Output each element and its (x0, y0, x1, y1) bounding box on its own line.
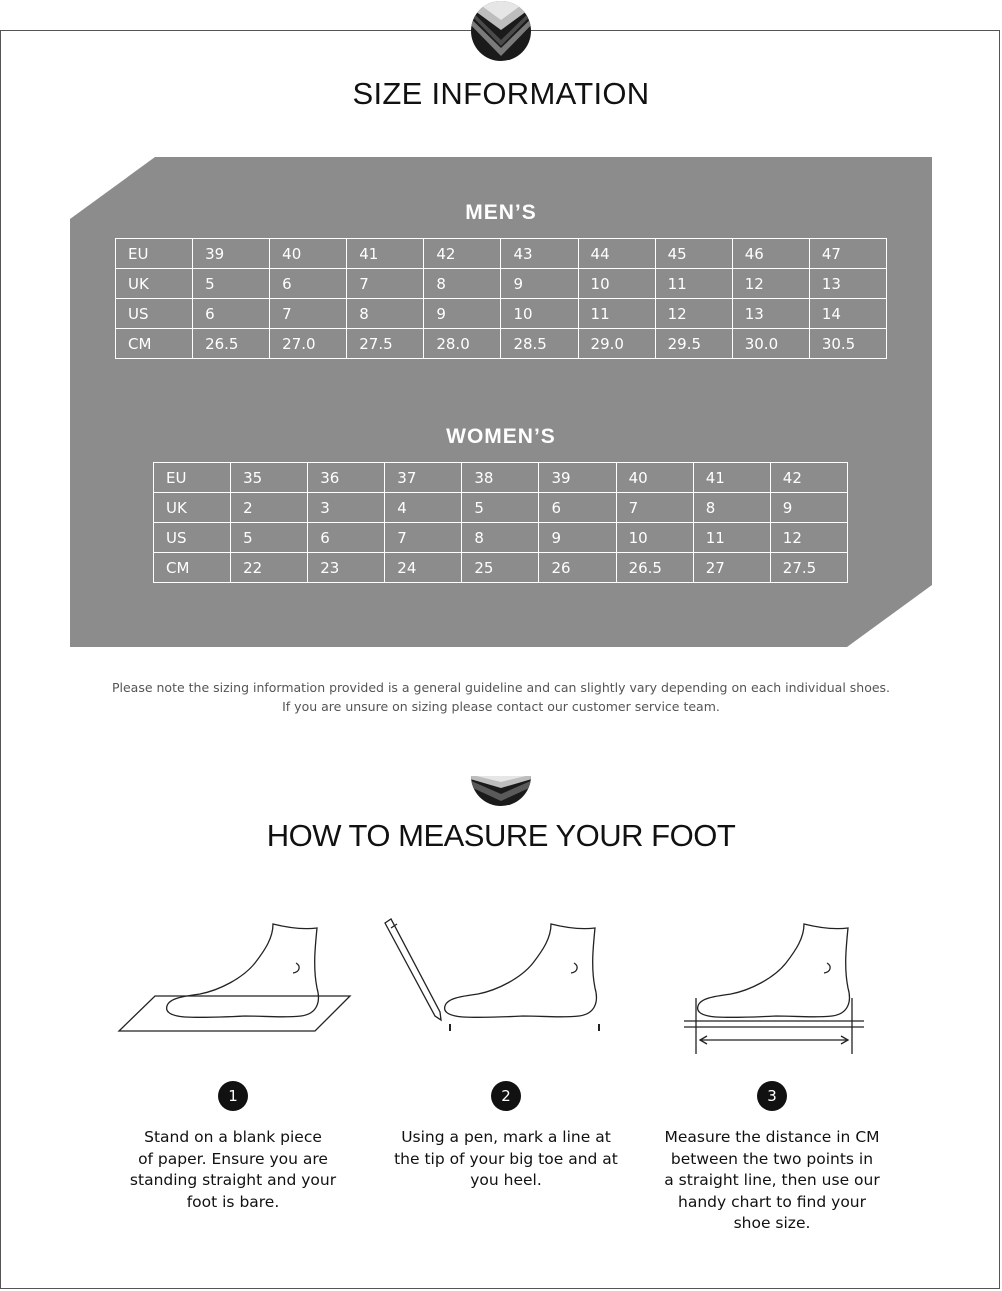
step-2-line: Using a pen, mark a line at (401, 1128, 611, 1146)
womens-size-cell: 9 (539, 523, 616, 553)
step-number-1: 1 (218, 1081, 248, 1111)
mens-size-cell: 9 (501, 269, 578, 299)
womens-size-cell: 11 (693, 523, 770, 553)
mens-size-cell: 39 (193, 239, 270, 269)
mens-size-cell: 47 (809, 239, 886, 269)
womens-size-cell: 23 (308, 553, 385, 583)
mens-size-cell: 41 (347, 239, 424, 269)
mens-size-cell: 27.0 (270, 329, 347, 359)
mens-size-cell: 45 (655, 239, 732, 269)
womens-size-table (153, 462, 848, 583)
womens-size-cell: 22 (231, 553, 308, 583)
mens-size-table (115, 238, 887, 359)
womens-row-label: UK (154, 493, 231, 523)
womens-size-cell: 5 (462, 493, 539, 523)
step-3-line: a straight line, then use our (664, 1171, 880, 1189)
mens-row-label: CM (116, 329, 193, 359)
womens-size-cell: 6 (539, 493, 616, 523)
mens-size-cell: 44 (578, 239, 655, 269)
mens-size-cell: 6 (270, 269, 347, 299)
mens-row-label: EU (116, 239, 193, 269)
womens-size-cell: 3 (308, 493, 385, 523)
step-number-2: 2 (491, 1081, 521, 1111)
mens-size-cell: 28.0 (424, 329, 501, 359)
womens-size-cell: 24 (385, 553, 462, 583)
step-3-line: shoe size. (733, 1214, 811, 1232)
mens-size-cell: 46 (732, 239, 809, 269)
step-1-text (113, 1127, 353, 1213)
pen-marking-foot-icon (380, 918, 620, 1036)
step-3-line: between the two points in (670, 1149, 874, 1168)
mens-size-cell: 12 (655, 299, 732, 329)
step-3-text (652, 1127, 892, 1235)
mens-size-cell: 7 (270, 299, 347, 329)
mens-size-cell: 28.5 (501, 329, 578, 359)
mens-size-cell: 11 (655, 269, 732, 299)
mens-size-cell: 10 (578, 269, 655, 299)
step-2-line: the tip of your big toe and at (394, 1149, 618, 1168)
mens-size-cell: 8 (424, 269, 501, 299)
womens-size-cell: 2 (231, 493, 308, 523)
mens-size-cell: 40 (270, 239, 347, 269)
mens-row (116, 269, 887, 299)
womens-row (154, 523, 848, 553)
mens-row (116, 329, 887, 359)
step-1-line: Stand on a blank piece (144, 1128, 322, 1146)
sizing-note-line2: If you are unsure on sizing please contact our customer service team. (282, 699, 720, 714)
womens-size-cell: 12 (770, 523, 847, 553)
womens-size-cell: 38 (462, 463, 539, 493)
chevron-badge-icon (470, 776, 532, 807)
step-1-line: of paper. Ensure you are (138, 1149, 328, 1168)
step-3-line: Measure the distance in CM (664, 1128, 880, 1146)
womens-row (154, 463, 848, 493)
womens-size-cell: 5 (231, 523, 308, 553)
womens-size-cell: 6 (308, 523, 385, 553)
womens-size-cell: 7 (616, 493, 693, 523)
womens-size-cell: 25 (462, 553, 539, 583)
womens-size-cell: 8 (693, 493, 770, 523)
mens-size-cell: 8 (347, 299, 424, 329)
womens-row-label: US (154, 523, 231, 553)
womens-size-cell: 9 (770, 493, 847, 523)
womens-size-cell: 41 (693, 463, 770, 493)
womens-size-cell: 27.5 (770, 553, 847, 583)
mens-size-cell: 30.5 (809, 329, 886, 359)
mens-size-cell: 29.0 (578, 329, 655, 359)
foot-measure-icon (680, 918, 870, 1058)
mens-size-cell: 26.5 (193, 329, 270, 359)
womens-size-cell: 8 (462, 523, 539, 553)
step-2-text (386, 1127, 626, 1192)
womens-row-label: CM (154, 553, 231, 583)
mens-size-cell: 42 (424, 239, 501, 269)
womens-size-cell: 35 (231, 463, 308, 493)
how-to-measure-heading: HOW TO MEASURE YOUR FOOT (266, 818, 736, 853)
mens-size-cell: 43 (501, 239, 578, 269)
step-number-3: 3 (757, 1081, 787, 1111)
mens-size-cell: 30.0 (732, 329, 809, 359)
womens-size-cell: 39 (539, 463, 616, 493)
womens-row (154, 553, 848, 583)
womens-row (154, 493, 848, 523)
womens-size-cell: 10 (616, 523, 693, 553)
mens-row-label: US (116, 299, 193, 329)
womens-size-cell: 26.5 (616, 553, 693, 583)
mens-size-cell: 5 (193, 269, 270, 299)
womens-size-cell: 27 (693, 553, 770, 583)
mens-size-cell: 11 (578, 299, 655, 329)
mens-row (116, 299, 887, 329)
womens-size-cell: 36 (308, 463, 385, 493)
mens-table-title: MEN’S (465, 201, 537, 224)
mens-row (116, 239, 887, 269)
mens-size-cell: 27.5 (347, 329, 424, 359)
mens-size-cell: 29.5 (655, 329, 732, 359)
mens-size-cell: 14 (809, 299, 886, 329)
step-3-line: handy chart to find your (678, 1192, 866, 1211)
mens-size-cell: 6 (193, 299, 270, 329)
mens-size-cell: 9 (424, 299, 501, 329)
womens-size-cell: 42 (770, 463, 847, 493)
step-1-line: foot is bare. (186, 1192, 280, 1211)
womens-row-label: EU (154, 463, 231, 493)
mens-size-cell: 12 (732, 269, 809, 299)
foot-on-paper-icon (115, 918, 355, 1036)
mens-size-cell: 13 (809, 269, 886, 299)
mens-size-cell: 10 (501, 299, 578, 329)
mens-size-cell: 7 (347, 269, 424, 299)
mens-row-label: UK (116, 269, 193, 299)
womens-size-cell: 40 (616, 463, 693, 493)
womens-size-cell: 37 (385, 463, 462, 493)
size-information-heading: SIZE INFORMATION (352, 76, 650, 111)
womens-size-cell: 7 (385, 523, 462, 553)
mens-size-cell: 13 (732, 299, 809, 329)
womens-size-cell: 4 (385, 493, 462, 523)
womens-size-cell: 26 (539, 553, 616, 583)
womens-table-title: WOMEN’S (446, 425, 556, 448)
sizing-note-line1: Please note the sizing information provided is a general guideline and can slightly vary depending on each individual shoes. (111, 680, 891, 695)
step-1-line: standing straight and your (129, 1171, 337, 1189)
chevron-badge-icon (470, 0, 532, 62)
size-chart-panel (70, 157, 932, 647)
step-2-line: you heel. (470, 1171, 542, 1189)
